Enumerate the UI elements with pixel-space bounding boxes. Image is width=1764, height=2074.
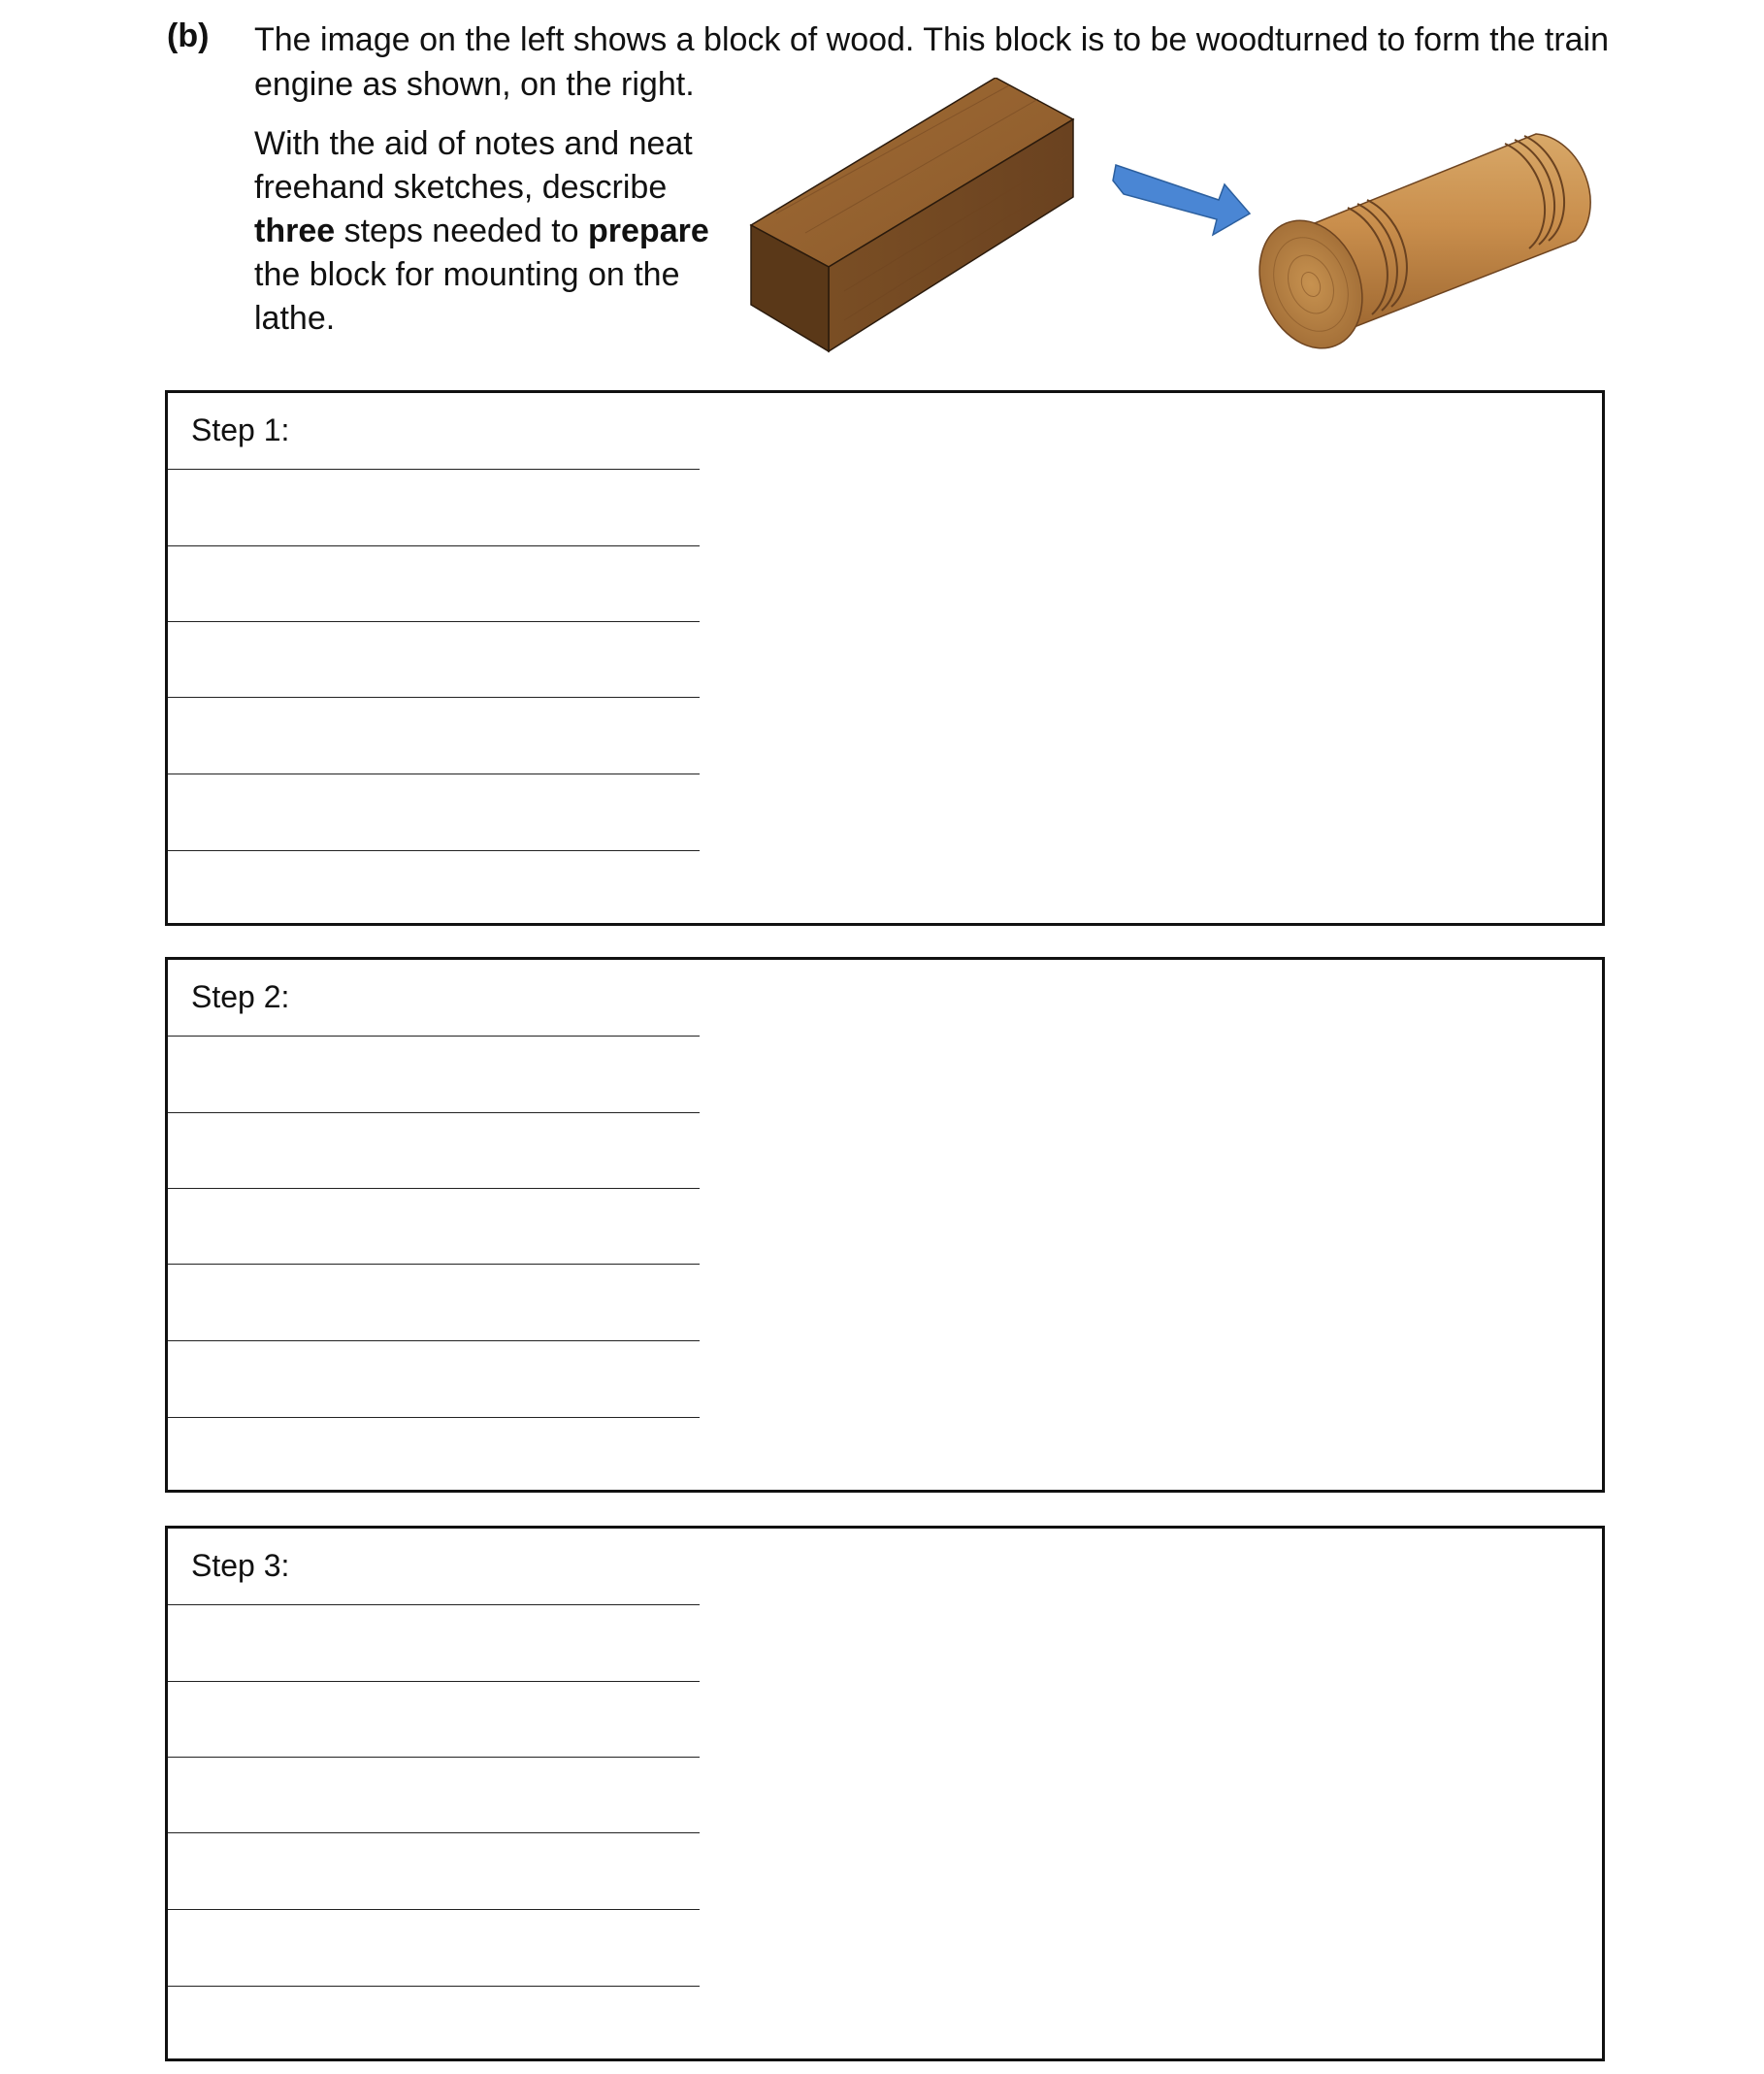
answer-line (168, 1681, 700, 1682)
instruction-text-1: With the aid of notes and neat freehand sketches, describe (254, 125, 693, 206)
answer-line (168, 1036, 700, 1037)
answer-line (168, 1264, 700, 1265)
question-label: (b) (167, 17, 210, 54)
wood-block-icon (751, 78, 1073, 351)
answer-line (168, 1832, 700, 1833)
instruction-bold-three: three (254, 213, 336, 249)
answer-line (168, 697, 700, 698)
question-intro: The image on the left shows a block of wood. This block is to be woodturned to form the train engine as shown, on the right. (254, 21, 1610, 103)
instruction-text-3: the block for mounting on the lathe. (254, 256, 680, 337)
instruction-bold-prepare: prepare (588, 213, 709, 249)
answer-line (168, 1909, 700, 1910)
answer-line (168, 1340, 700, 1341)
answer-line (168, 1604, 700, 1605)
answer-line (168, 1188, 700, 1189)
answer-line (168, 1417, 700, 1418)
answer-line (168, 1112, 700, 1113)
wood-illustration (747, 78, 1620, 369)
right-arrow-icon (1113, 165, 1250, 235)
answer-line (168, 850, 700, 851)
step-2-label: Step 2: (191, 979, 290, 1014)
answer-line (168, 621, 700, 622)
answer-line (168, 469, 700, 470)
answer-line (168, 1986, 700, 1987)
answer-line (168, 545, 700, 546)
instruction-text-2: steps needed to (335, 213, 589, 249)
question-instruction (254, 122, 730, 341)
answer-line (168, 1757, 700, 1758)
turned-wood-cylinder-icon (1241, 134, 1590, 364)
step-2-answer-box[interactable] (165, 957, 1605, 1493)
step-1-answer-box[interactable] (165, 390, 1605, 926)
step-3-label: Step 3: (191, 1548, 290, 1583)
step-3-answer-box[interactable] (165, 1526, 1605, 2061)
step-1-label: Step 1: (191, 412, 290, 447)
